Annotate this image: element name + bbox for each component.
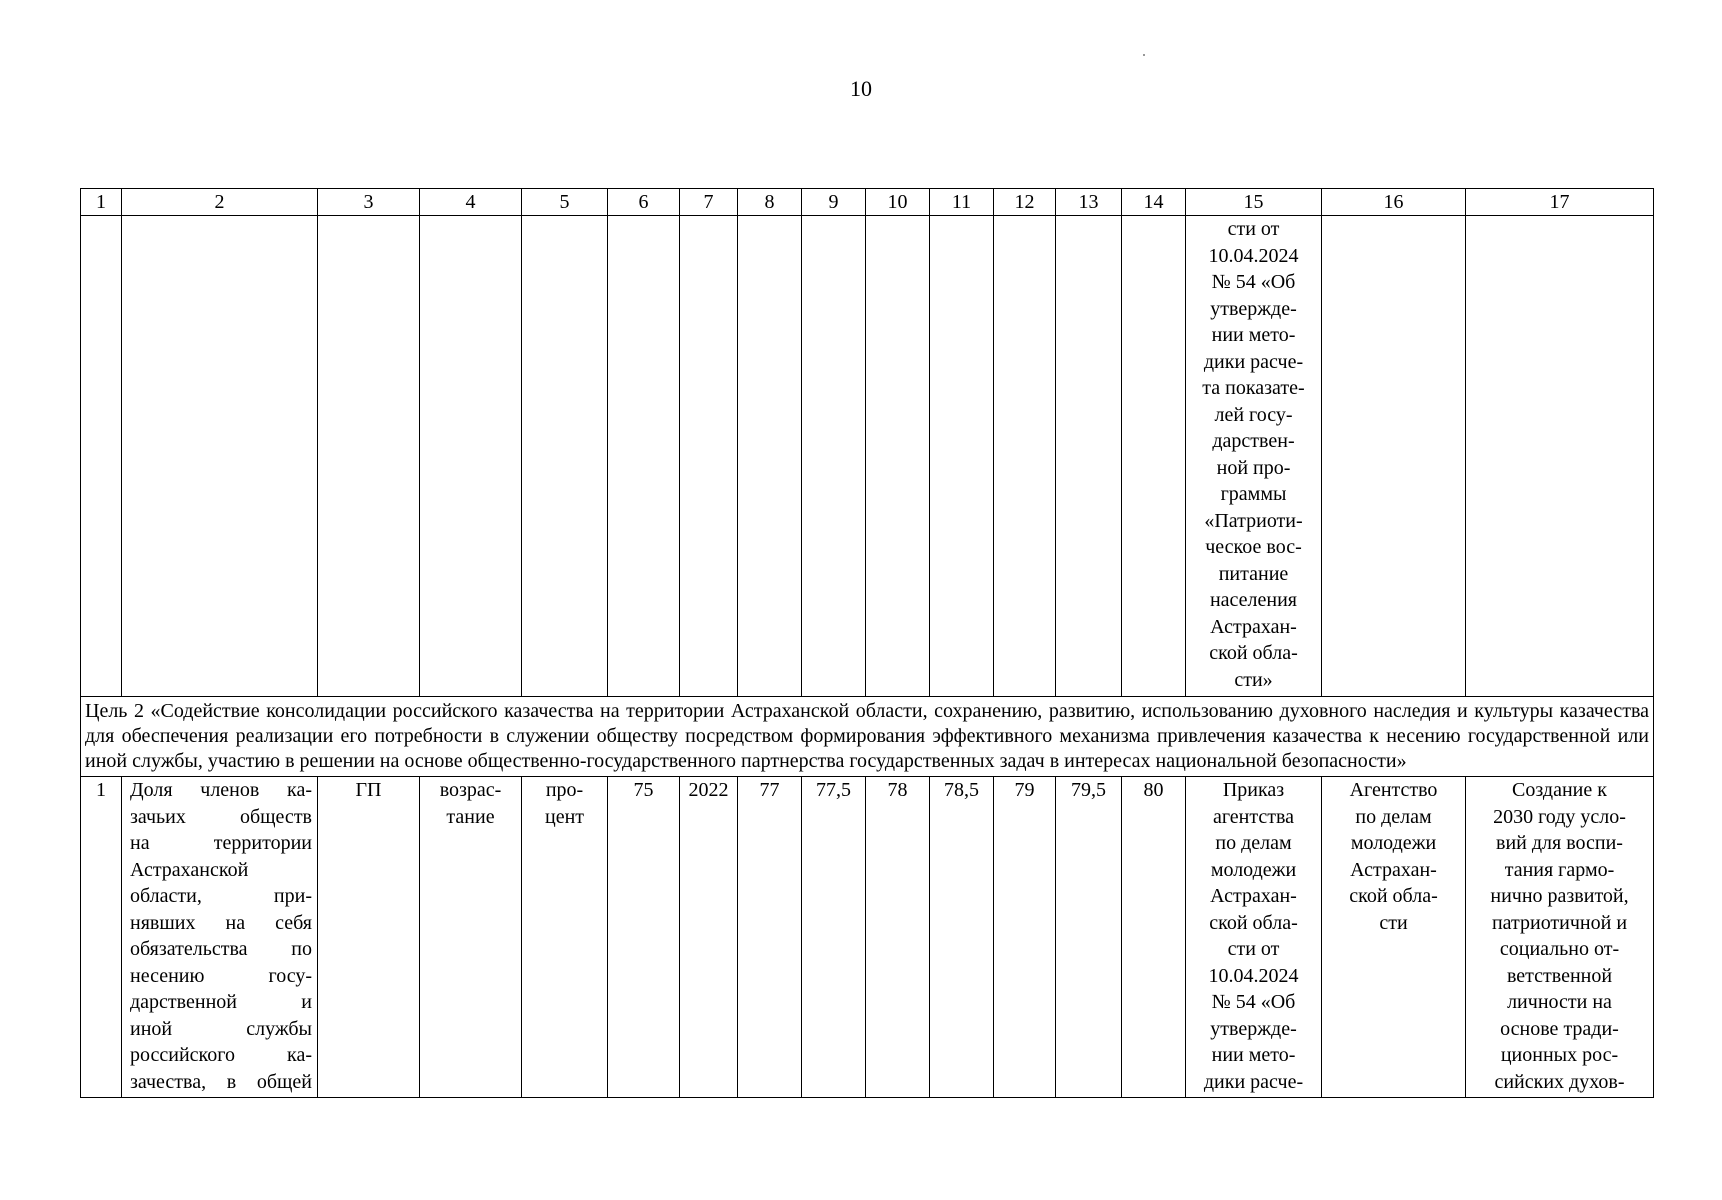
text-line: молодежи: [1210, 858, 1297, 881]
page-number: 10: [850, 76, 872, 101]
text-line: та показате-: [1202, 377, 1305, 399]
text-line: дики расче-: [1203, 1070, 1304, 1093]
col-number-6: 6: [608, 189, 680, 216]
value-cell: 79: [994, 777, 1056, 1098]
continuation-row: [81, 216, 1654, 697]
text-line: № 54 «Об: [1211, 271, 1296, 293]
cont-cell-7: [680, 216, 738, 697]
column-number-row: [81, 189, 1654, 216]
text-line: Астраханской: [130, 858, 249, 881]
text-line: ной про-: [1216, 456, 1291, 479]
text-line: сти»: [1234, 668, 1273, 691]
row-number: 1: [81, 777, 122, 1098]
text-line: лей госу-: [1214, 403, 1293, 426]
indicator-name-cell: [122, 777, 318, 1098]
value-cell: 80: [1122, 777, 1186, 1098]
col-number-13: 13: [1056, 189, 1122, 216]
text-line: личности на: [1507, 991, 1612, 1013]
text-line: возрас-: [439, 779, 502, 801]
text-line: Астрахан-: [1210, 615, 1297, 638]
text-line: тания гармо-: [1504, 858, 1615, 881]
text-line: дарствен-: [1212, 430, 1295, 452]
text-line: 10.04.2024: [1208, 244, 1299, 267]
text-line: ской обла-: [1349, 885, 1438, 907]
text-line: молодежи: [1350, 832, 1437, 854]
cont-cell-17: [1466, 216, 1654, 697]
text-line: про-: [545, 779, 584, 801]
cont-cell-14: [1122, 216, 1186, 697]
goal-row: [81, 697, 1654, 777]
cont-cell-9: [802, 216, 866, 697]
text-line: основе тради-: [1500, 1017, 1619, 1040]
table-row: [81, 777, 1654, 1098]
base-value-cell: 75: [608, 777, 680, 1098]
text-line: зачества, в общей: [130, 1070, 312, 1093]
col-number-8: 8: [738, 189, 802, 216]
value-cell: 78: [866, 777, 930, 1098]
text-line: Приказ: [1222, 779, 1285, 801]
text-line: ческое вос-: [1205, 536, 1302, 558]
text-line: утвержде-: [1210, 1017, 1297, 1040]
text-line: несению госу-: [130, 964, 312, 987]
value-cell: 79,5: [1056, 777, 1122, 1098]
text-line: ской обла-: [1209, 911, 1298, 934]
text-line: патриотичной и: [1491, 911, 1628, 934]
text-line: по делам: [1215, 832, 1292, 854]
col-number-14: 14: [1122, 189, 1186, 216]
text-line: Астрахан-: [1210, 885, 1297, 907]
text-line: вий для воспи-: [1496, 832, 1623, 854]
text-line: Доля членов ка-: [130, 779, 312, 801]
text-line: населения: [1209, 589, 1298, 611]
cont-cell-10: [866, 216, 930, 697]
text-line: по делам: [1355, 805, 1432, 828]
text-line: на территории: [130, 832, 312, 854]
unit-cell: [522, 777, 608, 1098]
col-number-9: 9: [802, 189, 866, 216]
col-number-7: 7: [680, 189, 738, 216]
text-line: Создание к: [1512, 779, 1607, 801]
col-number-2: 2: [122, 189, 318, 216]
col-number-17: 17: [1466, 189, 1654, 216]
text-line: тание: [446, 805, 495, 828]
col-number-15: 15: [1186, 189, 1322, 216]
text-line: 2030 году усло-: [1493, 805, 1626, 828]
responsible-cell: [1322, 777, 1466, 1098]
cont-cell-5: [522, 216, 608, 697]
text-line: нии мето-: [1211, 1044, 1296, 1066]
value-cell: 77: [738, 777, 802, 1098]
text-line: 10.04.2024: [1208, 964, 1299, 987]
level-cell: ГП: [318, 777, 420, 1098]
text-line: сийских духов-: [1494, 1070, 1625, 1093]
text-line: сти: [1379, 911, 1408, 934]
text-line: дики расче-: [1203, 350, 1304, 373]
text-line: ветственной: [1506, 964, 1613, 987]
link-cell: [1466, 777, 1654, 1098]
document-cell: [1186, 777, 1322, 1098]
scan-speck: [1143, 54, 1145, 56]
indicators-table: [80, 188, 1654, 1098]
text-line: сти от: [1227, 218, 1280, 240]
cont-cell-2: [122, 216, 318, 697]
text-line: «Патриоти-: [1204, 509, 1303, 532]
cont-cell-6: [608, 216, 680, 697]
text-line: нично развитой,: [1490, 885, 1629, 907]
text-line: области, при-: [130, 885, 312, 907]
text-line: социально от-: [1499, 938, 1620, 960]
text-line: дарственной и: [130, 991, 312, 1013]
trend-cell: [420, 777, 522, 1098]
continued-document-cell: [1186, 216, 1322, 697]
text-line: сти от: [1227, 938, 1280, 960]
text-line: граммы: [1220, 483, 1287, 505]
cont-cell-16: [1322, 216, 1466, 697]
cont-cell-12: [994, 216, 1056, 697]
goal-text: Цель 2 «Содействие консолидации российского казачества на территории Астраханской области, сохранению, развитию, использованию духовного наследия и культуры казачества для обеспечения реализации его потребности в служении обществу посредством формирования эффективного механизма привлечения казачества к несению государственной или иной службы, участию в решении на основе общественно-государственного партнерства государственных задач в интересах национальной безопасности»: [81, 697, 1654, 777]
col-number-12: 12: [994, 189, 1056, 216]
value-cell: 78,5: [930, 777, 994, 1098]
col-number-1: 1: [81, 189, 122, 216]
text-line: российского ка-: [130, 1044, 312, 1066]
text-line: нии мето-: [1211, 324, 1296, 346]
cont-cell-3: [318, 216, 420, 697]
cont-cell-8: [738, 216, 802, 697]
text-line: питание: [1218, 562, 1289, 585]
text-line: Агентство: [1349, 779, 1438, 801]
text-line: № 54 «Об: [1211, 991, 1296, 1013]
value-cell: 77,5: [802, 777, 866, 1098]
col-number-10: 10: [866, 189, 930, 216]
text-line: зачьих обществ: [130, 805, 312, 828]
text-line: ской обла-: [1209, 642, 1298, 664]
text-line: иной службы: [130, 1017, 312, 1040]
text-line: нявших на себя: [130, 911, 312, 934]
cont-cell-11: [930, 216, 994, 697]
text-line: утвержде-: [1210, 297, 1297, 320]
col-number-16: 16: [1322, 189, 1466, 216]
text-line: цент: [544, 805, 585, 828]
text-line: Астрахан-: [1350, 858, 1437, 881]
cont-cell-1: [81, 216, 122, 697]
cont-cell-13: [1056, 216, 1122, 697]
text-line: ционных рос-: [1500, 1044, 1619, 1066]
col-number-3: 3: [318, 189, 420, 216]
col-number-4: 4: [420, 189, 522, 216]
base-year-cell: 2022: [680, 777, 738, 1098]
cont-cell-4: [420, 216, 522, 697]
col-number-11: 11: [930, 189, 994, 216]
text-line: обязательства по: [130, 938, 312, 960]
col-number-5: 5: [522, 189, 608, 216]
text-line: агентства: [1212, 805, 1295, 828]
